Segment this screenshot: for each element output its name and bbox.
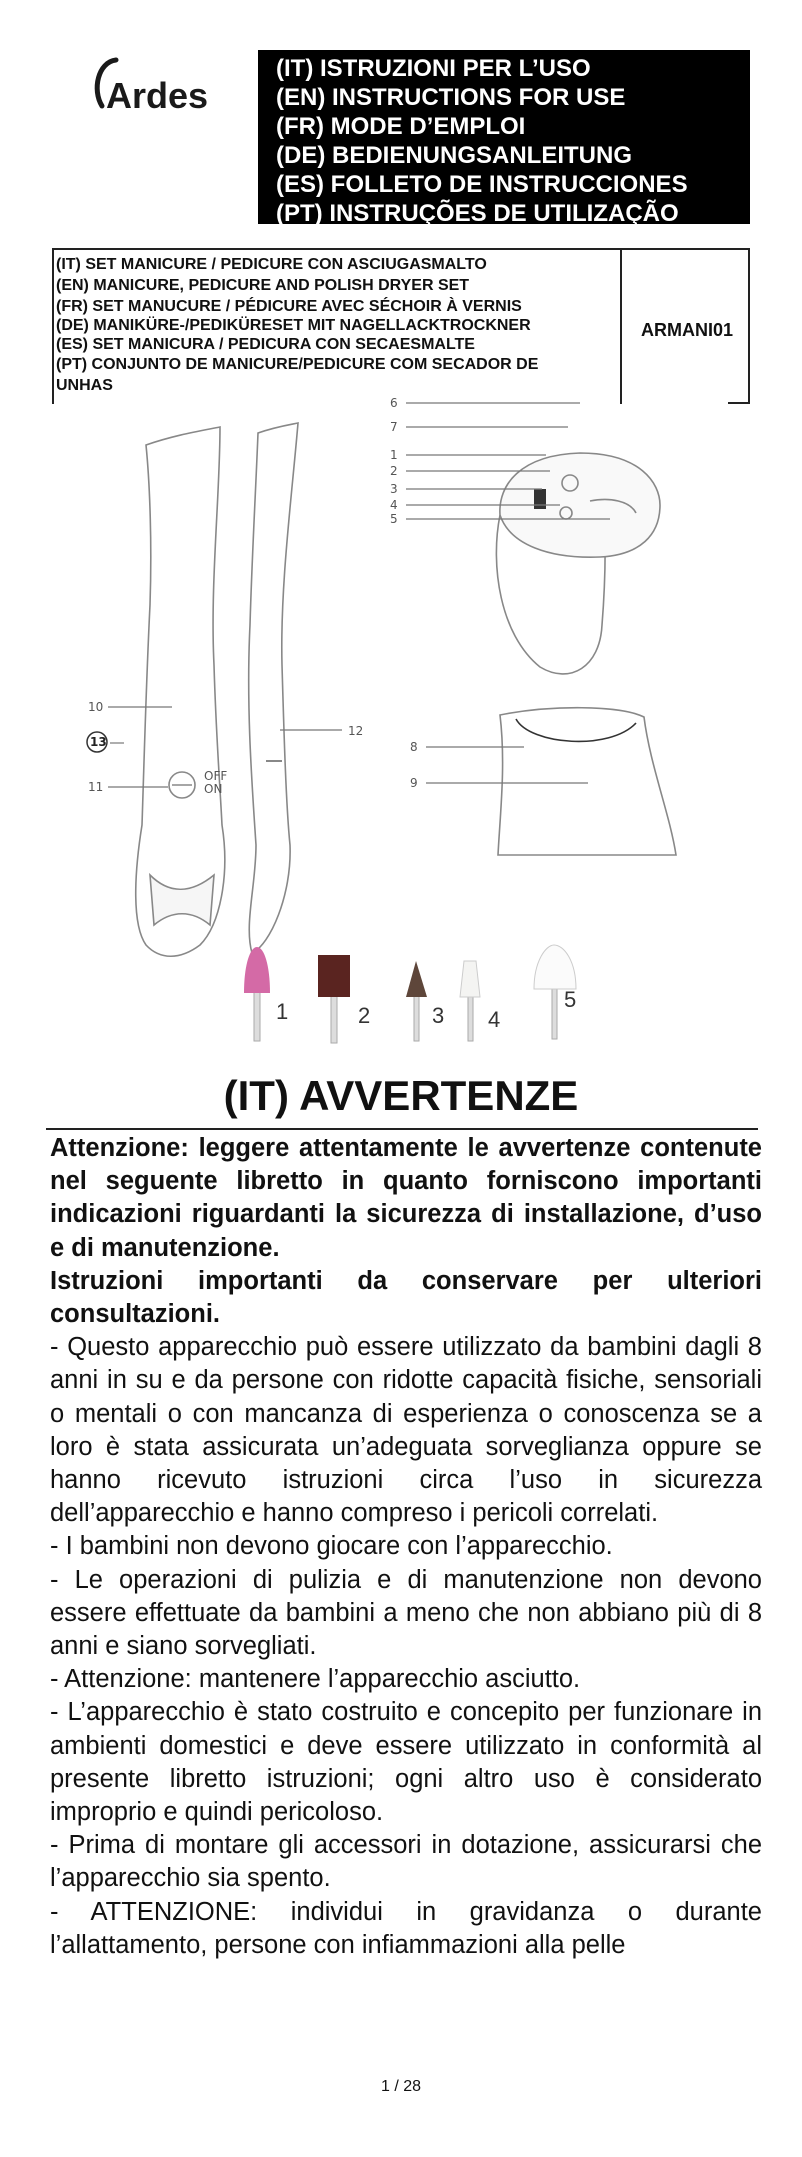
accessory-2-tip: [318, 955, 350, 997]
callout-3: 3: [390, 482, 398, 496]
ardes-logo: [86, 50, 236, 120]
title-en: (EN) INSTRUCTIONS FOR USE: [276, 84, 626, 111]
model-code: ARMANI01: [640, 320, 733, 340]
product-name-fr: (FR) SET MANUCURE / PÉDICURE AVEC SÉCHOIR À VERNIS: [56, 298, 522, 315]
callout-5: 5: [390, 512, 398, 526]
callout-11: 11: [88, 780, 104, 794]
callout-2: 2: [390, 464, 398, 478]
warning-accessories-off: - Prima di montare gli accessori in dotazione, assicurarsi che l’apparecchio sia spento.: [50, 1831, 762, 1893]
accessory-1: [244, 947, 288, 1041]
callout-13: 13: [90, 735, 107, 749]
accessory-4: [460, 961, 500, 1041]
product-name-en: (EN) MANICURE, PEDICURE AND POLISH DRYER SET: [56, 277, 470, 294]
section-heading: (IT) AVVERTENZE: [223, 1072, 579, 1119]
warning-no-play: - I bambini non devono giocare con l’apparecchio.: [50, 1532, 613, 1561]
page-number: 1 / 28: [380, 2078, 422, 2095]
table-divider: [620, 250, 622, 404]
switch-on-label: ON: [204, 782, 223, 796]
accessory-1-label: 1: [276, 999, 289, 1024]
accessory-5-tip: [534, 945, 576, 989]
warning-intro: Attenzione: leggere attentamente le avvertenze contenute nel seguente libretto in quanto forniscono importanti indicazioni riguardanti la sicurezza di installazione, d’uso e di manutenzione.: [50, 1134, 762, 1262]
logo-wordmark: Ardes: [106, 75, 209, 116]
instructions-title-box: [258, 50, 750, 227]
warning-domestic-use: - L’apparecchio è stato costruito e concepito per funzionare in ambienti domestici e deve essere utilizzato in conformità al presente libretto istruzioni; ogni altro uso è considerato improprio e quindi pericoloso.: [50, 1698, 762, 1827]
warning-keep-dry: - Attenzione: mantenere l’apparecchio asciutto.: [50, 1665, 581, 1694]
table-bottom-tick: [728, 402, 750, 404]
title-it: (IT) ISTRUZIONI PER L’USO: [276, 55, 591, 82]
accessory-1-tip: [244, 947, 270, 993]
accessory-4-tip: [460, 961, 480, 997]
handpiece-side: [249, 423, 298, 953]
title-pt: (PT) INSTRUÇÕES DE UTILIZAÇÃO: [276, 200, 679, 227]
callout-1: 1: [390, 448, 398, 462]
product-name-es: (ES) SET MANICURA / PEDICURA CON SECAESMALTE: [56, 336, 475, 353]
accessory-3: [406, 961, 444, 1041]
product-names: [56, 254, 622, 396]
accessory-5: [534, 945, 576, 1039]
title-fr: (FR) MODE D’EMPLOI: [276, 113, 526, 140]
accessory-3-tip: [406, 961, 427, 997]
dryer-base: [496, 453, 660, 674]
product-name-pt: (PT) CONJUNTO DE MANICURE/PEDICURE COM SECADOR DE: [56, 356, 539, 373]
warning-children-persons: - Questo apparecchio può essere utilizzato da bambini dagli 8 anni in su e da persone con ridotte capacità fisiche, sensoriali o mentali o con mancanza di esperienza o conoscenza se a loro è stata assicurata un’adeguata sorveglianza oppure se hanno ricevuto istruzioni circa l’uso in sicurezza dell’apparecchio e hanno compreso i pericoli correlati.: [50, 1333, 762, 1528]
accessory-2-label: 2: [358, 1003, 371, 1028]
product-illustration: [80, 396, 690, 1055]
product-name-it: (IT) SET MANICURE / PEDICURE CON ASCIUGASMALTO: [56, 256, 487, 273]
callout-7: 7: [390, 420, 398, 434]
accessory-4-label: 4: [488, 1007, 501, 1032]
callout-10: 10: [88, 700, 104, 714]
warning-cleaning: - Le operazioni di pulizia e di manutenzione non devono essere effettuate da bambini a meno che non abbiano più di 8 anni e siano sorvegliati.: [50, 1565, 762, 1661]
callout-4: 4: [390, 498, 398, 512]
title-es: (ES) FOLLETO DE INSTRUCCIONES: [276, 171, 688, 198]
title-de: (DE) BEDIENUNGSANLEITUNG: [276, 142, 633, 169]
callout-9: 9: [410, 776, 418, 790]
handpiece-front: [136, 427, 228, 956]
callout-12: 12: [348, 724, 364, 738]
accessory-5-label: 5: [564, 987, 577, 1012]
table-right-border: [748, 250, 750, 404]
section-rule: [46, 1128, 758, 1130]
callout-8: 8: [410, 740, 418, 754]
switch-off-label: OFF: [204, 769, 228, 783]
product-name-table: [52, 248, 750, 404]
product-name-de: (DE) MANIKÜRE-/PEDIKÜRESET MIT NAGELLACKTROCKNER: [56, 317, 531, 334]
product-name-pt-cont: UNHAS: [56, 377, 113, 394]
warning-pregnancy: - ATTENZIONE: individui in gravidanza o durante l’allattamento, persone con infiammazioni alla pelle: [50, 1897, 762, 1959]
warning-keep-instructions: Istruzioni importanti da conservare per ulteriori consultazioni.: [50, 1266, 762, 1329]
callout-6: 6: [390, 396, 398, 410]
accessory-2: [318, 955, 370, 1043]
dryer-cover: [498, 708, 676, 855]
warnings-body: [50, 1132, 762, 1962]
accessory-3-label: 3: [432, 1003, 445, 1028]
